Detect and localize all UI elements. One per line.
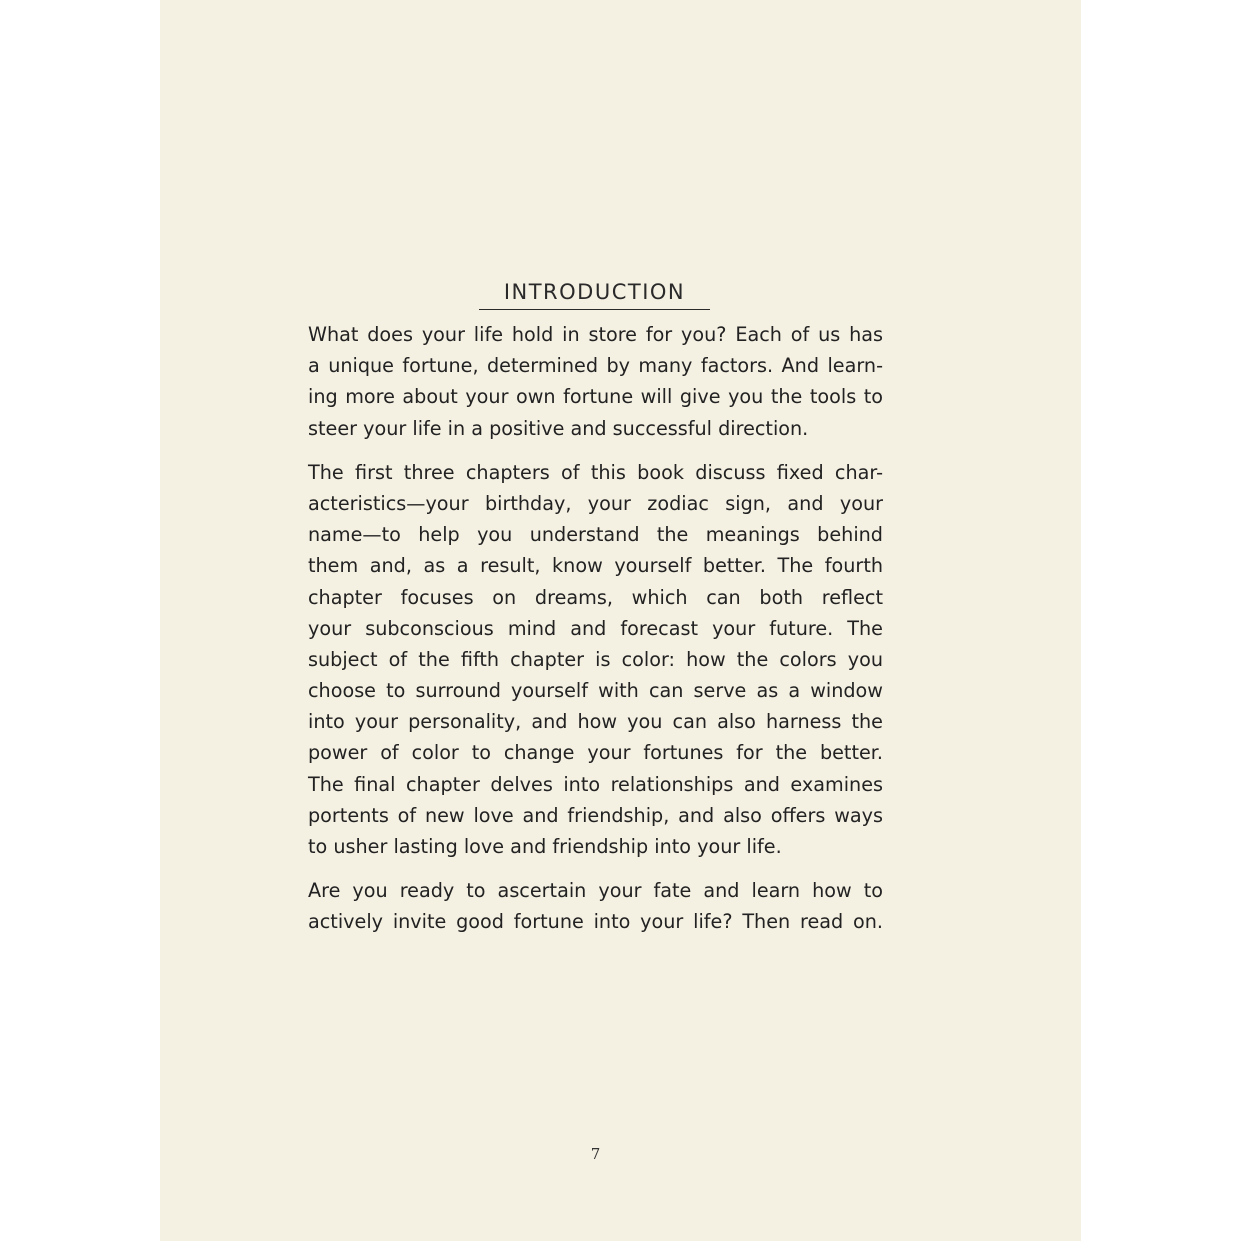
text-line: ing more about your own fortune will give you the tools to <box>308 385 883 409</box>
text-line: What does your life hold in store for you? Each of us has <box>308 323 883 346</box>
paragraph-2 <box>308 457 883 862</box>
text-line: your subconscious mind and forecast your future. The <box>308 616 883 640</box>
page-number: 7 <box>590 1145 601 1163</box>
text-line: chapter focuses on dreams, which can both reflect <box>308 585 883 609</box>
text-line: into your personality, and how you can also harness the <box>308 710 883 734</box>
text-line: Are you ready to ascertain your fate and learn how to <box>308 879 883 903</box>
text-line: acteristics—your birthday, your zodiac sign, and your <box>308 491 883 515</box>
text-line: power of color to change your fortunes for the better. <box>308 741 883 765</box>
text-line: actively invite good fortune into your life? Then read on. <box>308 910 883 934</box>
body-text <box>308 319 883 951</box>
text-line: steer your life in a positive and successful direction. <box>308 416 809 440</box>
text-line: The final chapter delves into relationships and examines <box>308 772 883 796</box>
text-line: a unique fortune, determined by many factors. And learn- <box>308 354 883 378</box>
page-title: INTRODUCTION <box>479 278 710 310</box>
text-line: The first three chapters of this book discuss fixed char- <box>308 460 883 484</box>
paragraph-3 <box>308 875 883 937</box>
paragraph-1 <box>308 319 883 444</box>
text-line: portents of new love and friendship, and also offers ways <box>308 803 883 827</box>
text-line: choose to surround yourself with can serve as a window <box>308 679 883 703</box>
text-line: subject of the fifth chapter is color: how the colors you <box>308 647 883 671</box>
text-line: to usher lasting love and friendship into your life. <box>308 835 782 858</box>
text-line: name—to help you understand the meanings behind <box>308 523 883 547</box>
book-page <box>160 0 1081 1241</box>
text-line: them and, as a result, know yourself better. The fourth <box>308 554 883 578</box>
heading-container <box>479 278 710 310</box>
